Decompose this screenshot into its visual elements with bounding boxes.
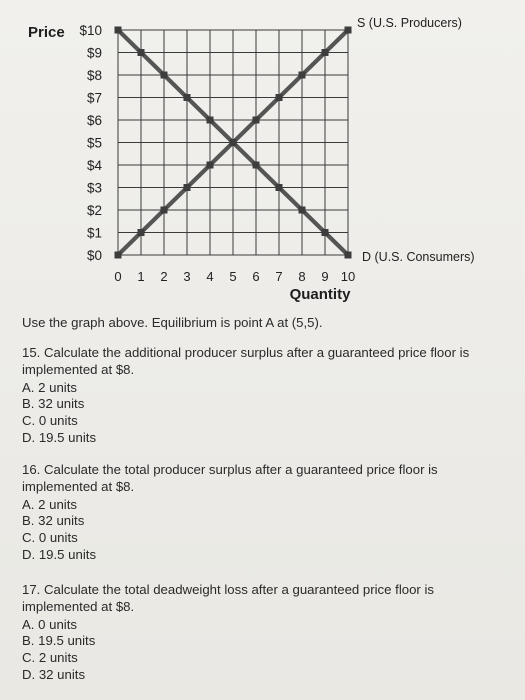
x-tick-label: 5 <box>229 269 237 284</box>
option-b: B. 32 units <box>22 396 85 412</box>
y-tick-label: $3 <box>86 180 102 196</box>
demand-point <box>299 207 306 214</box>
demand-point <box>253 162 260 169</box>
y-tick-label: $2 <box>86 203 102 218</box>
option-c: C. 2 units <box>22 650 78 666</box>
x-axis-title: Quantity <box>289 286 351 303</box>
y-tick-label: $5 <box>86 135 102 151</box>
demand-point <box>276 184 283 191</box>
supply-point <box>138 229 145 236</box>
question-stem: 15. Calculate the additional producer surplus after a guaranteed price floor is implemented at $8. <box>22 345 470 377</box>
y-tick-label: $6 <box>86 113 102 128</box>
y-tick-label: $10 <box>79 23 102 38</box>
supply-point <box>207 162 214 169</box>
x-tick-label: 0 <box>114 269 122 284</box>
y-tick-label: $1 <box>86 225 102 241</box>
supply-point <box>322 49 329 56</box>
y-tick-label: $0 <box>86 248 102 263</box>
option-b: B. 19.5 units <box>22 633 96 649</box>
demand-label: D (U.S. Consumers) <box>362 250 475 264</box>
demand-point <box>138 49 145 56</box>
question-17 <box>22 582 502 684</box>
y-tick-label: $9 <box>86 45 102 61</box>
supply-label: S (U.S. Producers) <box>357 16 462 30</box>
y-axis-title: Price <box>28 24 65 41</box>
y-tick-label: $7 <box>86 90 102 106</box>
x-tick-label: 8 <box>298 269 306 284</box>
option-c: C. 0 units <box>22 413 78 429</box>
demand-point <box>322 229 329 236</box>
supply-point <box>299 72 306 79</box>
option-d: D. 32 units <box>22 666 86 682</box>
option-d: D. 19.5 units <box>22 429 97 445</box>
option-a: A. 2 units <box>22 379 77 395</box>
supply-point <box>276 94 283 101</box>
option-d: D. 19.5 units <box>22 546 97 562</box>
question-16 <box>22 462 502 564</box>
x-tick-label: 9 <box>321 269 329 284</box>
x-tick-label: 2 <box>160 269 168 284</box>
option-b: B. 32 units <box>22 513 85 529</box>
x-tick-label: 10 <box>340 269 356 284</box>
x-tick-label: 7 <box>275 269 283 284</box>
demand-point <box>207 117 214 124</box>
supply-point <box>115 252 122 259</box>
demand-point <box>230 139 237 146</box>
question-stem: 16. Calculate the total producer surplus after a guaranteed price floor is implemented at $8. <box>22 462 438 494</box>
demand-point <box>161 72 168 79</box>
x-tick-label: 6 <box>252 269 260 284</box>
y-tick-label: $8 <box>86 68 102 83</box>
supply-demand-chart <box>0 0 525 310</box>
x-tick-label: 4 <box>206 269 214 284</box>
supply-point <box>184 184 191 191</box>
demand-point <box>345 252 352 259</box>
option-a: A. 0 units <box>22 616 77 632</box>
supply-point <box>345 27 352 34</box>
x-tick-label: 1 <box>137 269 145 284</box>
y-tick-label: $4 <box>86 158 102 173</box>
supply-point <box>161 207 168 214</box>
option-c: C. 0 units <box>22 530 78 546</box>
intro-text: Use the graph above. Equilibrium is point A at (5,5). <box>22 315 323 330</box>
x-tick-label: 3 <box>183 269 191 284</box>
demand-point <box>184 94 191 101</box>
demand-point <box>115 27 122 34</box>
question-15 <box>22 345 502 447</box>
option-a: A. 2 units <box>22 496 77 512</box>
question-stem: 17. Calculate the total deadweight loss after a guaranteed price floor is implemented at $8. <box>22 582 434 614</box>
supply-point <box>253 117 260 124</box>
